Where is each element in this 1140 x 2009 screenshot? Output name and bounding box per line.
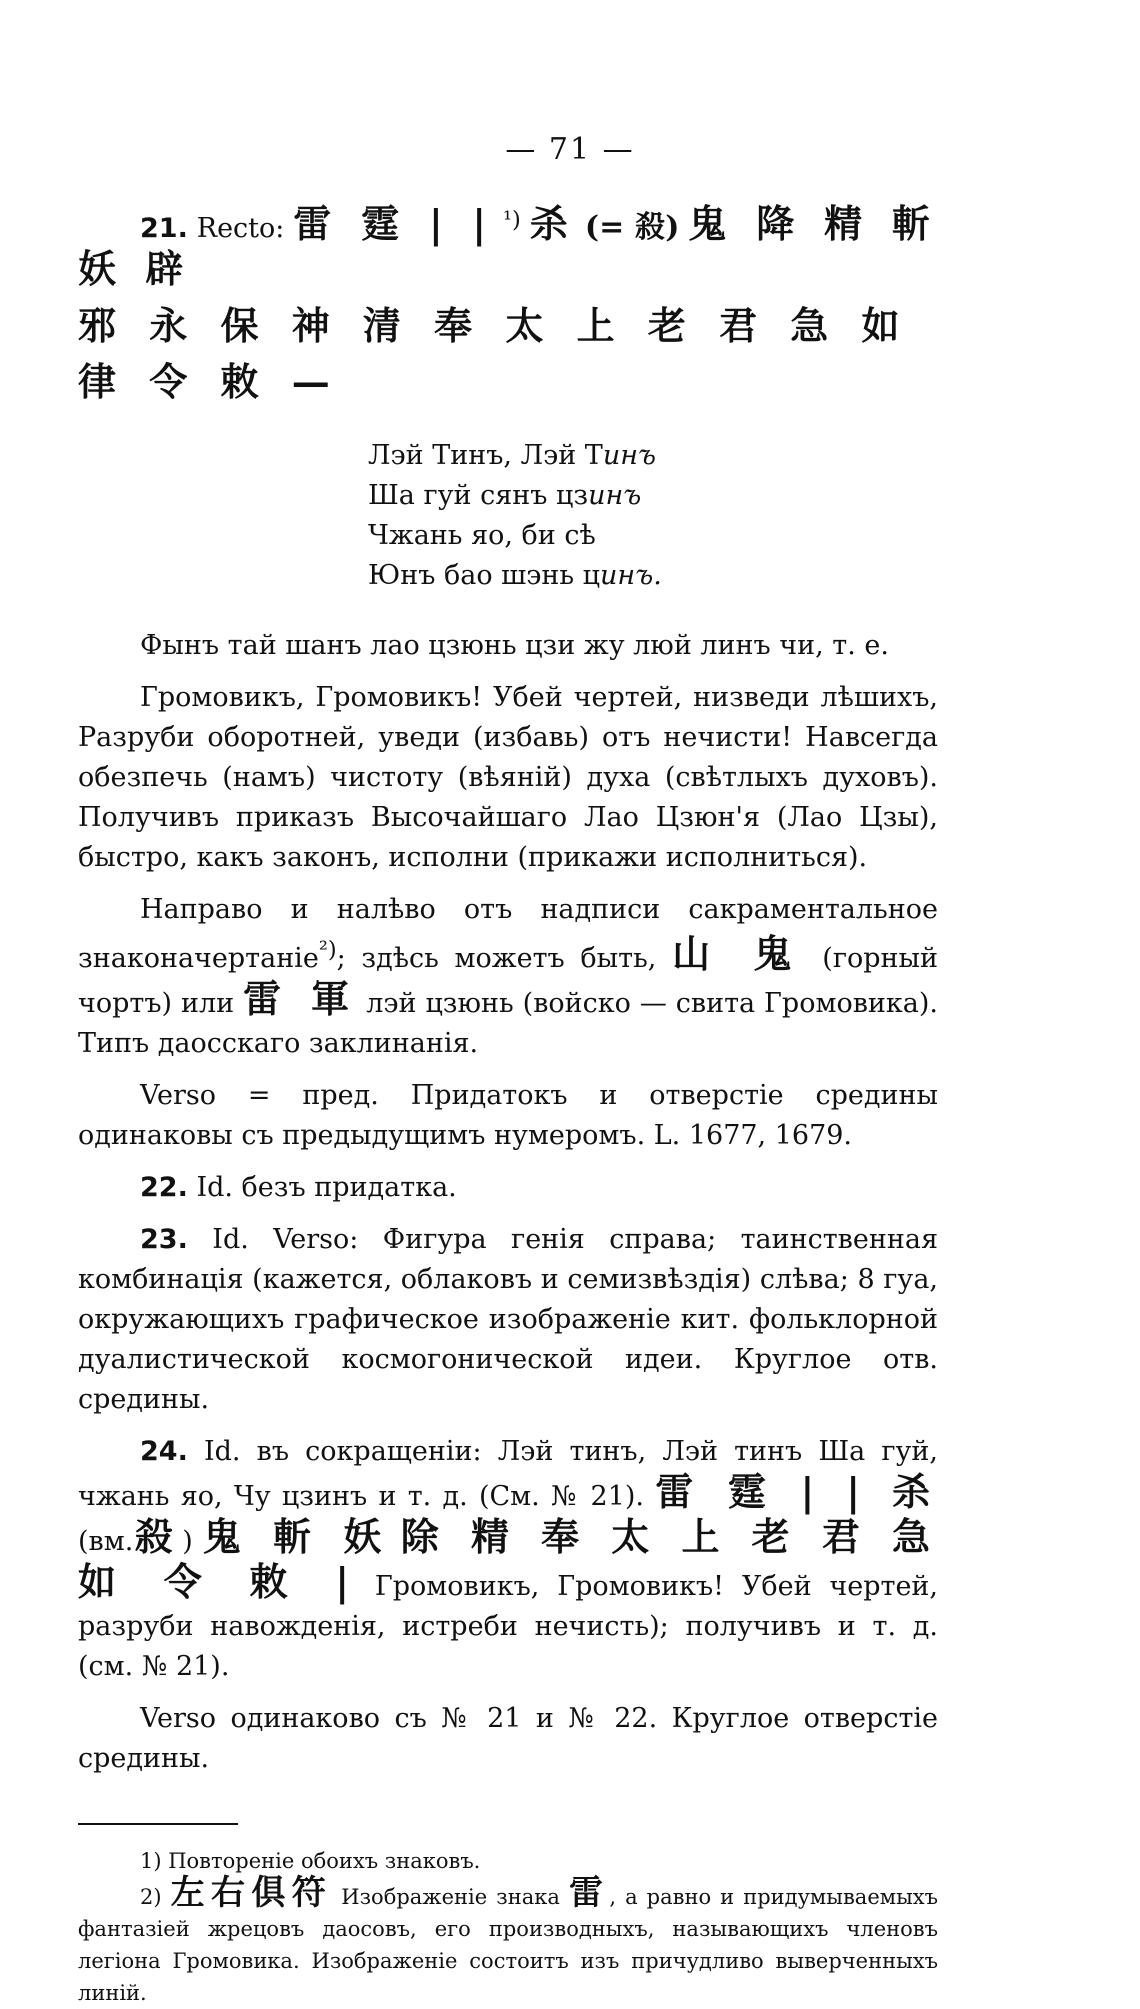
paragraph: Фынъ тай шанъ лао цзюнь цзи жу люй линъ чи, т. е. bbox=[140, 630, 889, 661]
footnote-1: 1) Повтореніе обоихъ знаковъ. bbox=[140, 1849, 481, 1873]
entry-number: 21. bbox=[140, 213, 188, 244]
chinese-text: 雷 霆 | | bbox=[293, 201, 495, 246]
entry-number: 22. bbox=[140, 1172, 188, 1203]
verse-line: Чжань яо, би сѣ bbox=[368, 520, 596, 551]
entry-21-heading bbox=[78, 200, 938, 294]
chinese-text: 除 精 奉 太 上 老 君 急 如 令 敕 | bbox=[78, 1514, 938, 1604]
verse-line: Ша гуй сянъ цзинъ bbox=[368, 480, 642, 511]
chinese-text: 殺 bbox=[133, 1514, 183, 1559]
chinese-text: 雷 軍 bbox=[243, 976, 358, 1021]
chinese-line: 邪 永 保 神 清 奉 太 上 老 君 急 如 律 令 敕 — bbox=[78, 303, 910, 404]
chinese-text: 鬼 斬 妖 bbox=[202, 1514, 391, 1559]
paragraph: Направо и налѣво отъ надписи сакраментальное знаконачертаніе$^{^2)}$; здѣсь можетъ быть, 山 鬼 (горный чортъ) или 雷 軍 лэй цзюнь (войско — свита Громовика). Типъ даосскаго заклинанія. bbox=[78, 894, 938, 1059]
chinese-text: 左右俱符 bbox=[170, 1873, 333, 1913]
verse-line: Лэй Тинъ, Лэй Тинъ bbox=[368, 440, 656, 471]
verse-line: Юнъ бао шэнь цинъ. bbox=[368, 560, 662, 591]
footnote-ref: ¹) bbox=[503, 207, 521, 233]
footnote-divider bbox=[78, 1823, 238, 1825]
entry-number: 23. bbox=[140, 1224, 188, 1255]
paragraph: Громовикъ, Громовикъ! Убей чертей, низведи лѣшихъ, Разруби оборотней, уведи (избавь) отъ нечисти! Навсегда обезпечь (намъ) чистоту (вѣяній) духа (свѣтлыхъ духовъ). Получивъ приказъ Высочайшаго Лао Цзюн'я (Лао Цзы), быстро, какъ законъ, исполни (прикажи исполниться). bbox=[78, 682, 938, 873]
chinese-text: 杀 bbox=[529, 201, 577, 246]
chinese-text: 鬼 降 精 斬 妖 辟 bbox=[78, 201, 938, 291]
paragraph: Verso = пред. Придатокъ и отверстіе средины одинаковы съ предыдущимъ нумеромъ. L. 1677, 1679. bbox=[78, 1080, 938, 1151]
entry-number: 24. bbox=[140, 1436, 188, 1467]
entry-22: 22. Id. безъ придатка. bbox=[140, 1172, 457, 1203]
paragraph: Verso одинаково съ № 21 и № 22. Круглое отверстіе средины. bbox=[78, 1703, 938, 1774]
entry-23: 23. Id. Verso: Фигура генія справа; таинственная комбинація (кажется, облаковъ и семизвѣздія) слѣва; 8 гуа, окружающихъ графическое изображеніе кит. фольклорной дуалистической космогонической идеи. Круглое отв. средины. bbox=[78, 1224, 938, 1415]
page-number: — 71 — bbox=[505, 132, 635, 167]
body-text bbox=[78, 200, 938, 2009]
chinese-text: 山 鬼 bbox=[672, 931, 807, 976]
chinese-paren: (= 殺) bbox=[584, 210, 680, 245]
footnote-2: 2) 左右俱符 Изображеніе знака 雷, а равно и придумываемыхъ фантазіей жрецовъ даосовъ, его производныхъ, называющихъ членовъ легіона Громовика. Изображеніе состоитъ изъ причудливо выверченныхъ линій. bbox=[78, 1873, 939, 2005]
footnote-ref: ²) bbox=[318, 937, 337, 963]
recto-label: Recto: bbox=[196, 213, 285, 244]
entry-24: 24. Id. въ сокращеніи: Лэй тинъ, Лэй тинъ Ша гуй, чжань яо, Чу цзинъ и т. д. (См. № 21). 雷 霆 | | 杀 (вм.殺) 鬼 斬 妖 除 精 奉 太 上 老 君 急 如 令 敕 | Громовикъ, Громовикъ! Убей чертей, разруби навожденія, истреби нечисть); получивъ и т. д. (см. № 21). bbox=[78, 1436, 939, 1682]
chinese-text: 雷 bbox=[568, 1873, 610, 1913]
transliteration-verse bbox=[368, 436, 938, 596]
chinese-text: 雷 霆 | | 杀 bbox=[655, 1469, 938, 1514]
